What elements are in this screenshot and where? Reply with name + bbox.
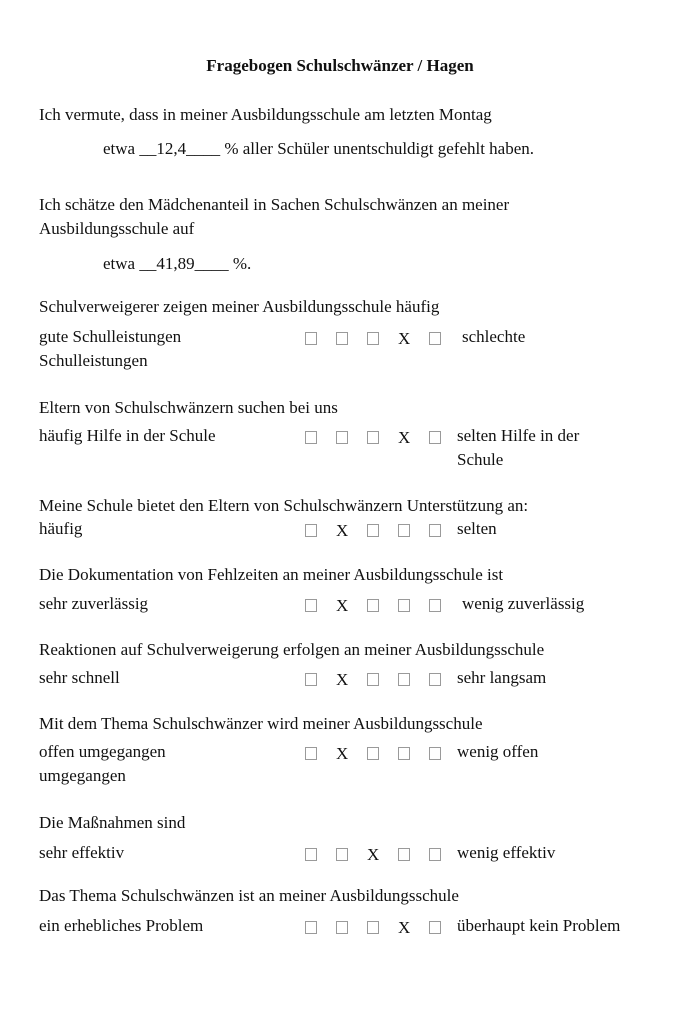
rating-option-checkbox[interactable] bbox=[367, 524, 379, 537]
question-text: Reaktionen auf Schulverweigerung erfolgen an meiner Ausbildungsschule bbox=[39, 640, 545, 659]
question-text: Schulverweigerer zeigen meiner Ausbildungsschule häufig bbox=[39, 297, 440, 316]
rating-option-checkbox[interactable] bbox=[429, 524, 441, 537]
rating-option-checkbox[interactable] bbox=[305, 921, 317, 934]
scale-right-label: wenig effektiv bbox=[457, 843, 556, 862]
question-text: Eltern von Schulschwänzern suchen bei uns bbox=[39, 398, 338, 417]
q2-suffix: %. bbox=[228, 254, 252, 273]
scale-left-label: sehr zuverlässig bbox=[39, 594, 149, 613]
rating-option-selected[interactable]: X bbox=[398, 328, 411, 348]
rating-scale bbox=[305, 427, 460, 446]
q1-value-field[interactable]: __12,4____ bbox=[139, 139, 221, 158]
rating-scale bbox=[305, 669, 460, 688]
rating-option-checkbox[interactable] bbox=[305, 673, 317, 686]
rating-scale bbox=[305, 595, 460, 614]
rating-option-checkbox[interactable] bbox=[429, 747, 441, 760]
rating-option-selected[interactable]: X bbox=[336, 743, 349, 763]
scale-left-label-cont: Schulleistungen bbox=[39, 351, 148, 370]
question-text: Mit dem Thema Schulschwänzer wird meiner Ausbildungsschule bbox=[39, 714, 483, 733]
rating-option-selected[interactable]: X bbox=[367, 844, 380, 864]
scale-right-label: sehr langsam bbox=[457, 668, 547, 687]
q2-answer-line bbox=[103, 255, 251, 272]
rating-option-selected[interactable]: X bbox=[398, 917, 411, 937]
rating-option-checkbox[interactable] bbox=[305, 848, 317, 861]
scale-left-label: häufig bbox=[39, 519, 83, 538]
rating-option-checkbox[interactable] bbox=[367, 332, 379, 345]
rating-option-checkbox[interactable] bbox=[305, 332, 317, 345]
scale-right-label: selten Hilfe in der bbox=[457, 426, 580, 445]
rating-option-checkbox[interactable] bbox=[429, 921, 441, 934]
rating-scale bbox=[305, 520, 460, 539]
rating-option-checkbox[interactable] bbox=[336, 921, 348, 934]
rating-option-checkbox[interactable] bbox=[398, 673, 410, 686]
rating-option-checkbox[interactable] bbox=[398, 599, 410, 612]
rating-option-checkbox[interactable] bbox=[429, 332, 441, 345]
scale-left-label: sehr schnell bbox=[39, 668, 120, 687]
rating-option-checkbox[interactable] bbox=[398, 848, 410, 861]
rating-option-checkbox[interactable] bbox=[367, 599, 379, 612]
scale-left-label: offen umgegangen bbox=[39, 742, 166, 761]
scale-right-label: überhaupt kein Problem bbox=[457, 916, 621, 935]
rating-option-selected[interactable]: X bbox=[336, 595, 349, 615]
scale-left-label: häufig Hilfe in der Schule bbox=[39, 426, 216, 445]
page-title: Fragebogen Schulschwänzer / Hagen bbox=[206, 56, 474, 75]
scale-left-label: ein erhebliches Problem bbox=[39, 916, 204, 935]
q1-answer-line bbox=[103, 140, 534, 157]
scale-right-label: selten bbox=[457, 519, 497, 538]
rating-scale bbox=[305, 844, 460, 863]
rating-option-checkbox[interactable] bbox=[429, 431, 441, 444]
question-text: Die Dokumentation von Fehlzeiten an meiner Ausbildungsschule ist bbox=[39, 565, 504, 584]
rating-option-checkbox[interactable] bbox=[429, 848, 441, 861]
rating-option-checkbox[interactable] bbox=[367, 431, 379, 444]
rating-scale bbox=[305, 328, 460, 347]
rating-option-checkbox[interactable] bbox=[429, 599, 441, 612]
scale-right-label: schlechte bbox=[462, 327, 526, 346]
question-text: Meine Schule bietet den Eltern von Schulschwänzern Unterstützung an: bbox=[39, 496, 529, 515]
scale-left-label: sehr effektiv bbox=[39, 843, 125, 862]
scale-left-label-cont: umgegangen bbox=[39, 766, 126, 785]
question-text: Die Maßnahmen sind bbox=[39, 813, 186, 832]
rating-option-checkbox[interactable] bbox=[367, 747, 379, 760]
rating-scale bbox=[305, 743, 460, 762]
rating-option-checkbox[interactable] bbox=[398, 747, 410, 760]
rating-option-selected[interactable]: X bbox=[398, 427, 411, 447]
rating-scale bbox=[305, 917, 460, 936]
q1-text: Ich vermute, dass in meiner Ausbildungsschule am letzten Montag bbox=[39, 105, 492, 124]
rating-option-checkbox[interactable] bbox=[367, 921, 379, 934]
rating-option-checkbox[interactable] bbox=[367, 673, 379, 686]
q2-prefix: etwa bbox=[103, 254, 140, 273]
rating-option-checkbox[interactable] bbox=[305, 524, 317, 537]
q2-text-line2: Ausbildungsschule auf bbox=[39, 219, 195, 238]
rating-option-checkbox[interactable] bbox=[336, 848, 348, 861]
rating-option-checkbox[interactable] bbox=[336, 431, 348, 444]
q2-value-field[interactable]: __41,89____ bbox=[139, 254, 229, 273]
scale-right-label: wenig offen bbox=[457, 742, 539, 761]
scale-right-label-cont: Schule bbox=[457, 450, 504, 469]
rating-option-checkbox[interactable] bbox=[398, 524, 410, 537]
q2-text-line1: Ich schätze den Mädchenanteil in Sachen Schulschwänzen an meiner bbox=[39, 195, 510, 214]
rating-option-checkbox[interactable] bbox=[305, 747, 317, 760]
rating-option-checkbox[interactable] bbox=[429, 673, 441, 686]
scale-right-label: wenig zuverlässig bbox=[462, 594, 585, 613]
rating-option-selected[interactable]: X bbox=[336, 520, 349, 540]
question-text: Das Thema Schulschwänzen ist an meiner Ausbildungsschule bbox=[39, 886, 459, 905]
scale-left-label: gute Schulleistungen bbox=[39, 327, 182, 346]
rating-option-checkbox[interactable] bbox=[305, 599, 317, 612]
rating-option-checkbox[interactable] bbox=[336, 332, 348, 345]
rating-option-selected[interactable]: X bbox=[336, 669, 349, 689]
rating-option-checkbox[interactable] bbox=[305, 431, 317, 444]
q1-suffix: % aller Schüler unentschuldigt gefehlt haben. bbox=[220, 139, 535, 158]
q1-prefix: etwa bbox=[103, 139, 140, 158]
